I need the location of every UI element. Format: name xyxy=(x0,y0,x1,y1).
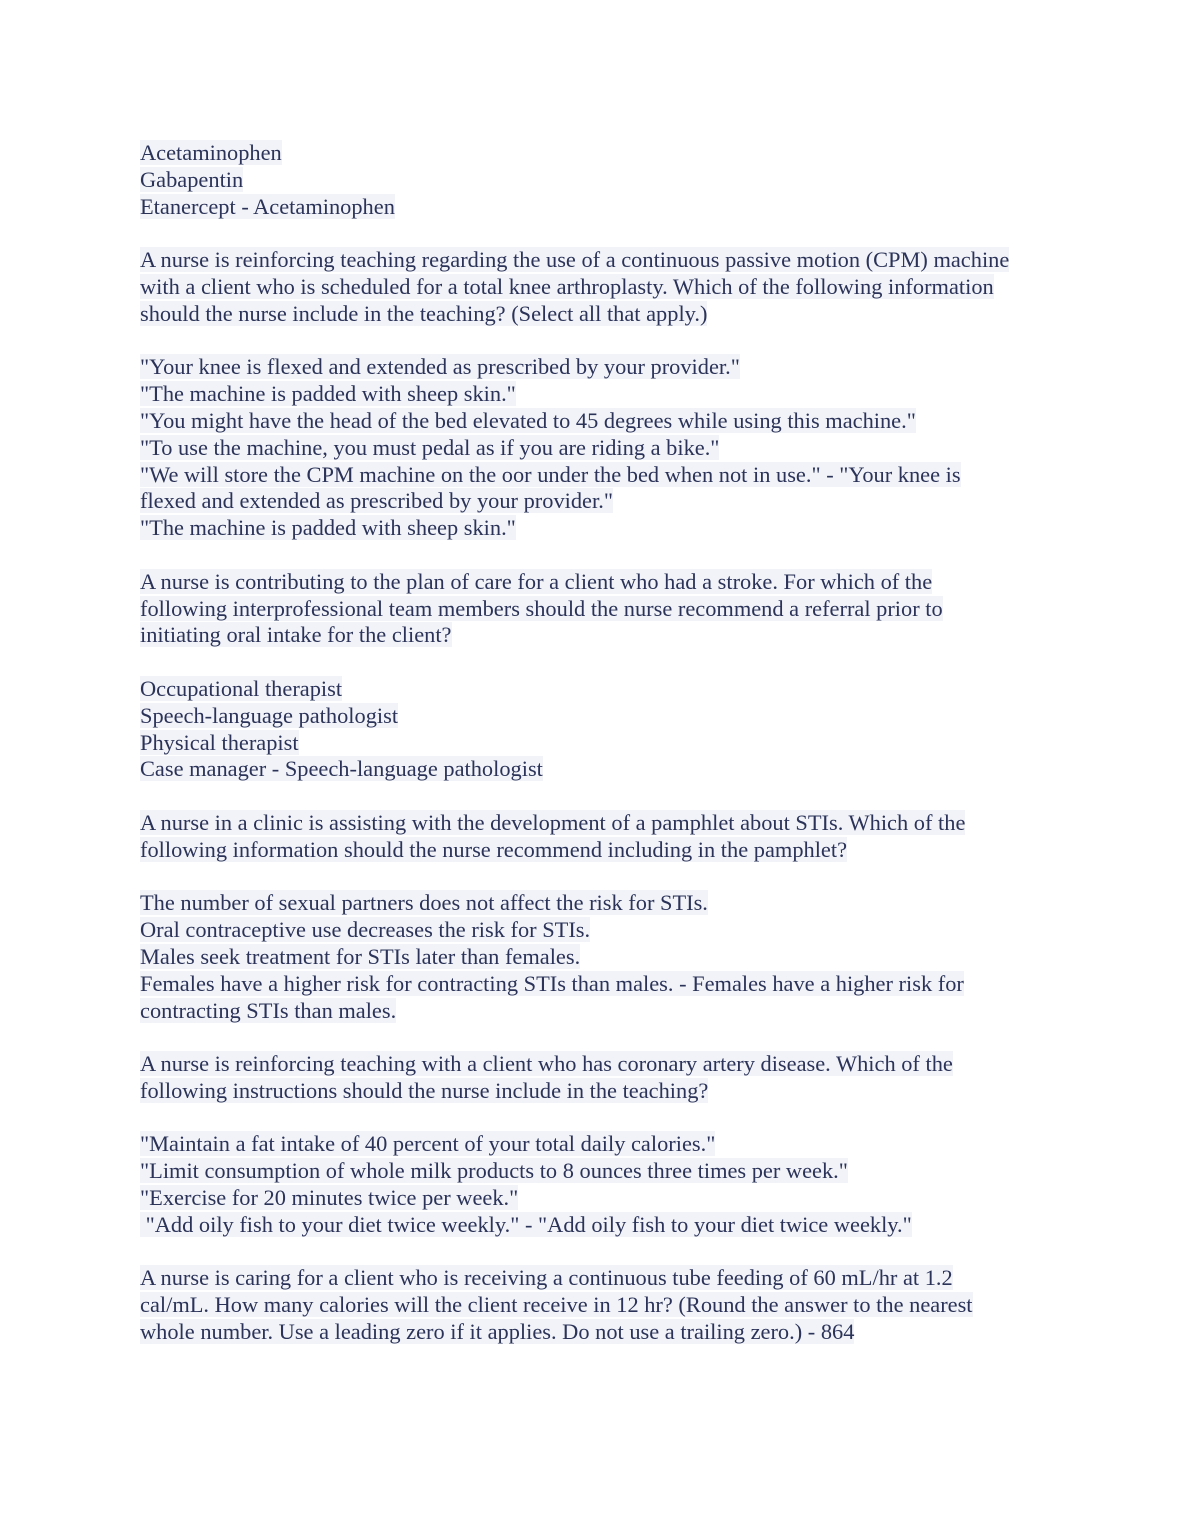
text-run: A nurse in a clinic is assisting with the development of a pamphlet about STIs. Which of the xyxy=(140,809,966,835)
answer-option-line xyxy=(140,462,1060,489)
question-text-line xyxy=(140,837,1060,864)
question-block xyxy=(140,810,1060,864)
text-run: Etanercept - Acetaminophen xyxy=(140,193,395,219)
answer-options-block xyxy=(140,890,1060,1024)
text-run: contracting STIs than males. xyxy=(140,997,397,1023)
question-text-line xyxy=(140,1078,1060,1105)
answer-options-block xyxy=(140,354,1060,542)
text-run: "Limit consumption of whole milk products to 8 ounces three times per week." xyxy=(140,1158,848,1184)
text-run: "The machine is padded with sheep skin." xyxy=(140,515,516,541)
answer-option-line xyxy=(140,703,1060,730)
answer-option-line xyxy=(140,1131,1060,1158)
text-run: "The machine is padded with sheep skin." xyxy=(140,381,516,407)
question-block xyxy=(140,1051,1060,1105)
text-run: Males seek treatment for STIs later than females. xyxy=(140,943,581,969)
text-run: Acetaminophen xyxy=(140,140,282,165)
question-text-line xyxy=(140,301,1060,328)
question-text-line xyxy=(140,1265,1060,1292)
question-text-line xyxy=(140,810,1060,837)
answer-option-line xyxy=(140,488,1060,515)
question-text-line xyxy=(140,274,1060,301)
text-run: initiating oral intake for the client? xyxy=(140,622,452,648)
text-run: cal/mL. How many calories will the client receive in 12 hr? (Round the answer to the nearest xyxy=(140,1292,973,1318)
answer-option-line xyxy=(140,971,1060,998)
question-block xyxy=(140,569,1060,649)
text-run: A nurse is reinforcing teaching with a client who has coronary artery disease. Which of the xyxy=(140,1051,953,1077)
answer-option-line xyxy=(140,408,1060,435)
question-text-line xyxy=(140,596,1060,623)
document-page xyxy=(140,140,1060,1373)
answer-option-line xyxy=(140,730,1060,757)
question-text-line xyxy=(140,247,1060,274)
answer-option-line xyxy=(140,1212,1060,1239)
question-text-line xyxy=(140,1292,1060,1319)
text-run: "Add oily fish to your diet twice weekly." - "Add oily fish to your diet twice weekly." xyxy=(140,1211,912,1237)
text-run: "Maintain a fat intake of 40 percent of your total daily calories." xyxy=(140,1131,716,1157)
text-run: Physical therapist xyxy=(140,729,299,755)
text-run: A nurse is caring for a client who is receiving a continuous tube feeding of 60 mL/hr at 1.2 xyxy=(140,1265,953,1291)
answer-option-line xyxy=(140,381,1060,408)
answer-option-line xyxy=(140,998,1060,1025)
answer-options-block xyxy=(140,140,1060,220)
answer-option-line xyxy=(140,1158,1060,1185)
text-run: whole number. Use a leading zero if it applies. Do not use a trailing zero.) - 864 xyxy=(140,1319,855,1345)
text-run: should the nurse include in the teaching? (Select all that apply.) xyxy=(140,300,708,326)
answer-option-line xyxy=(140,676,1060,703)
text-run: "You might have the head of the bed elevated to 45 degrees while using this machine." xyxy=(140,407,916,433)
text-run: "Exercise for 20 minutes twice per week." xyxy=(140,1185,519,1211)
text-run: "To use the machine, you must pedal as if you are riding a bike." xyxy=(140,434,720,460)
answer-option-line xyxy=(140,354,1060,381)
answer-options-block xyxy=(140,676,1060,783)
question-block xyxy=(140,247,1060,327)
question-block xyxy=(140,1265,1060,1345)
text-run: The number of sexual partners does not affect the risk for STIs. xyxy=(140,890,708,916)
question-text-line xyxy=(140,569,1060,596)
answer-options-block xyxy=(140,1131,1060,1238)
text-run: Females have a higher risk for contracting STIs than males. - Females have a higher risk for xyxy=(140,970,964,996)
answer-option-line xyxy=(140,140,1060,167)
text-run: Occupational therapist xyxy=(140,675,343,701)
question-text-line xyxy=(140,1319,1060,1346)
text-run: Case manager - Speech-language pathologist xyxy=(140,756,543,782)
text-run: following information should the nurse recommend including in the pamphlet? xyxy=(140,836,848,862)
text-run: Gabapentin xyxy=(140,166,244,192)
answer-option-line xyxy=(140,1185,1060,1212)
question-text-line xyxy=(140,622,1060,649)
answer-option-line xyxy=(140,194,1060,221)
answer-option-line xyxy=(140,515,1060,542)
text-run: following interprofessional team members should the nurse recommend a referral prior to xyxy=(140,595,943,621)
question-text-line xyxy=(140,1051,1060,1078)
text-run: "Your knee is flexed and extended as prescribed by your provider." xyxy=(140,354,740,380)
answer-option-line xyxy=(140,944,1060,971)
text-run: "We will store the CPM machine on the oor under the bed when not in use." - "Your knee is xyxy=(140,461,961,487)
answer-option-line xyxy=(140,890,1060,917)
text-run: A nurse is reinforcing teaching regarding the use of a continuous passive motion (CPM) machine xyxy=(140,247,1010,273)
text-run: with a client who is scheduled for a total knee arthroplasty. Which of the following information xyxy=(140,273,994,299)
answer-option-line xyxy=(140,167,1060,194)
answer-option-line xyxy=(140,917,1060,944)
answer-option-line xyxy=(140,756,1060,783)
text-run: Oral contraceptive use decreases the risk for STIs. xyxy=(140,917,591,943)
text-run: Speech-language pathologist xyxy=(140,702,399,728)
text-run: following instructions should the nurse include in the teaching? xyxy=(140,1077,709,1103)
text-run: flexed and extended as prescribed by your provider." xyxy=(140,488,613,514)
text-run: A nurse is contributing to the plan of care for a client who had a stroke. For which of the xyxy=(140,568,933,594)
answer-option-line xyxy=(140,435,1060,462)
